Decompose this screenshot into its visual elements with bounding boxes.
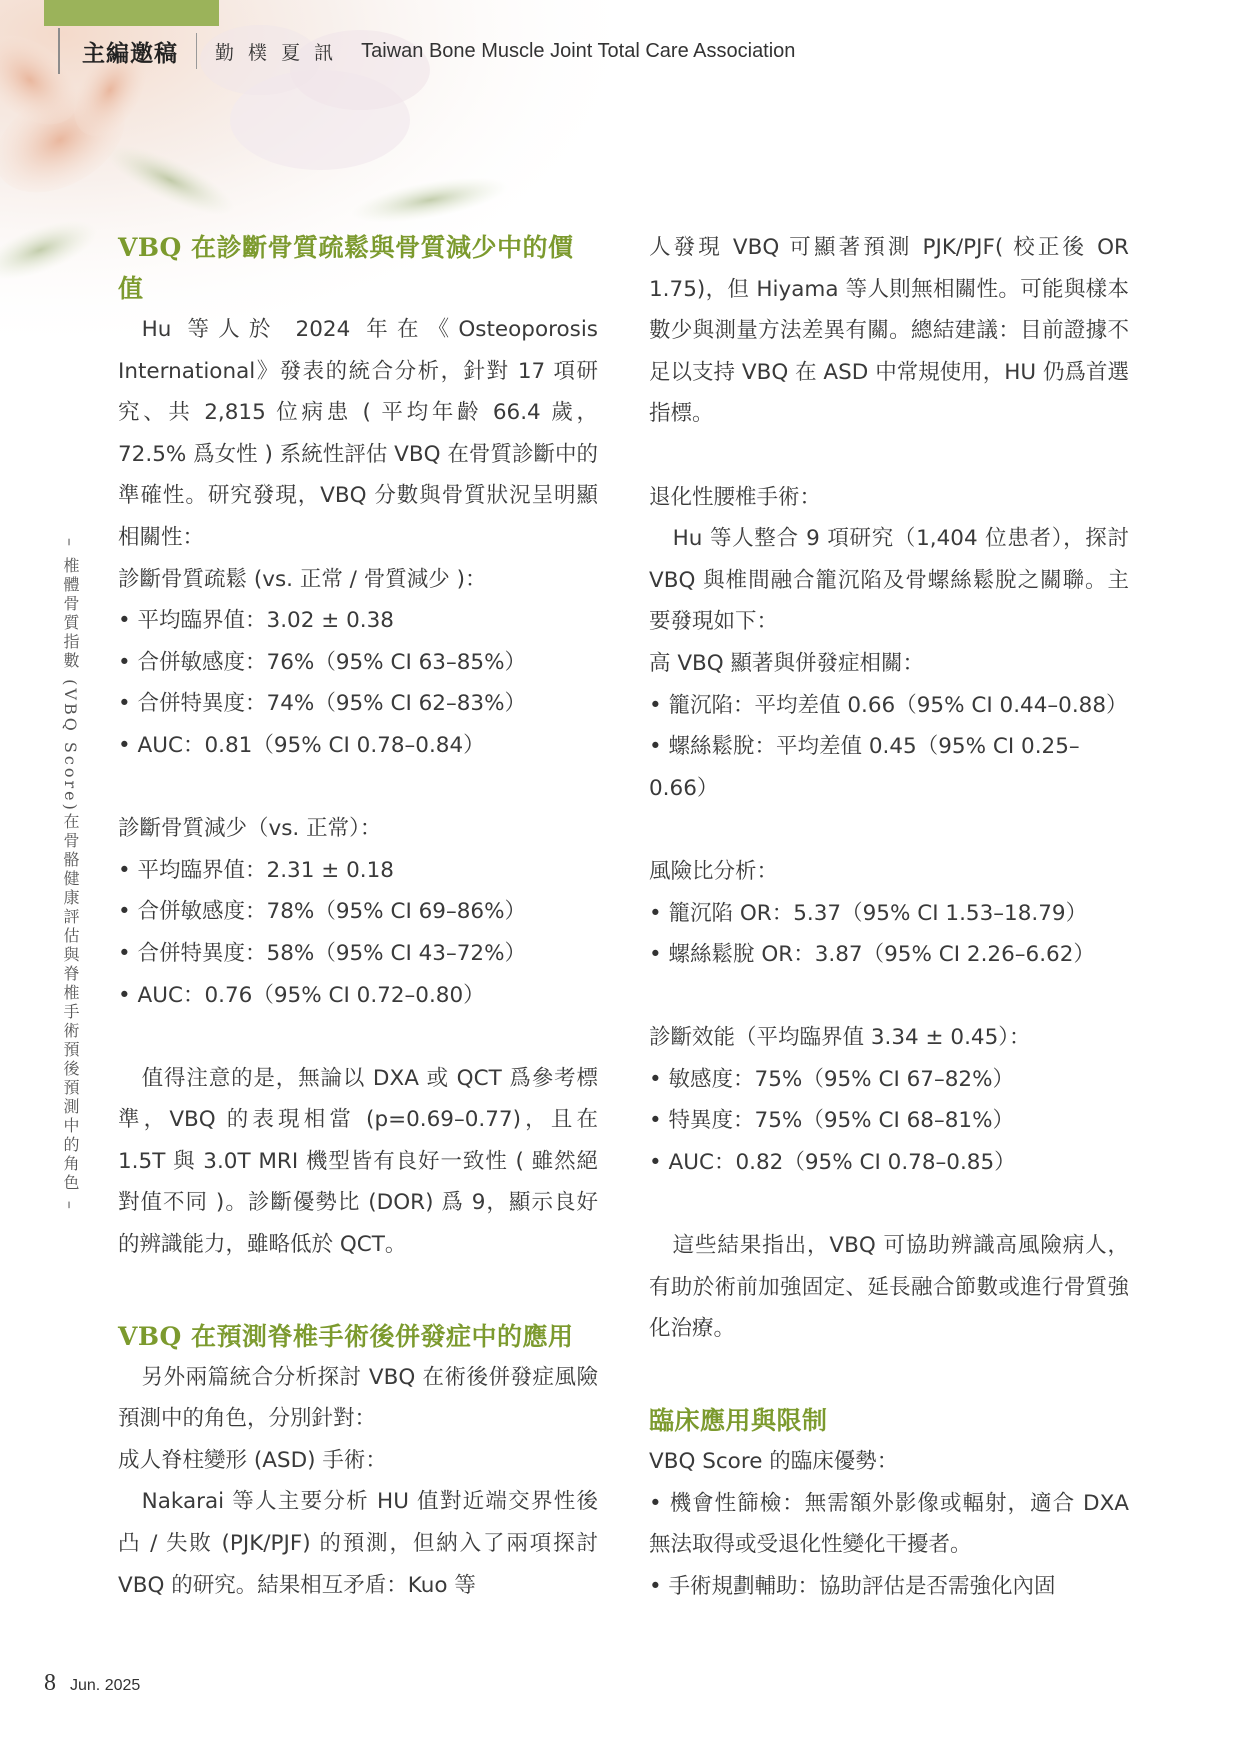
issue-date: Jun. 2025	[70, 1677, 141, 1694]
list-item: • AUC：0.76（95% CI 0.72–0.80）	[118, 975, 598, 1017]
page-header	[58, 28, 795, 74]
list-item: • 平均臨界值：3.02 ± 0.38	[118, 600, 598, 642]
list-item: • AUC：0.82（95% CI 0.78–0.85）	[649, 1142, 1129, 1184]
list-item: • 螺絲鬆脫 OR：3.87（95% CI 2.26–6.62）	[649, 934, 1129, 976]
page-number: 8	[44, 1670, 56, 1696]
list-item: • 平均臨界值：2.31 ± 0.18	[118, 850, 598, 892]
page-footer	[44, 1670, 140, 1697]
advantages-heading: VBQ Score 的臨床優勢：	[649, 1449, 899, 1475]
diagnostic-heading: 診斷效能（平均臨界值 3.34 ± 0.45）：	[649, 1025, 1031, 1051]
conclusion-paragraph: 這些結果指出，VBQ 可協助辨識高風險病人，有助於術前加強固定、延長融合節數或進行骨質強化治療。	[649, 1233, 1129, 1342]
list-item: • 合併特異度：58%（95% CI 43–72%）	[118, 933, 598, 975]
header-section-label: 主編邀稿	[82, 40, 178, 67]
note-paragraph: 值得注意的是，無論以 DXA 或 QCT 爲參考標準，VBQ 的表現相當 (p=0.69–0.77)，且在 1.5T 與 3.0T MRI 機型皆有良好一致性 ( 雖然絕對值不同 )。診斷優勢比 (DOR) 爲 9，顯示良好的辨識能力，雖略低於 QCT。	[118, 1065, 598, 1258]
header-magazine-name: 勤 樸 夏 訊	[215, 41, 338, 64]
section-title-diagnosis: VBQ 在診斷骨質疏鬆與骨質減少中的價值	[118, 233, 574, 303]
section-title-surgery: VBQ 在預測脊椎手術後併發症中的應用	[118, 1321, 574, 1351]
header-divider	[196, 33, 197, 69]
spacer	[649, 1184, 1129, 1226]
header-association-name: Taiwan Bone Muscle Joint Total Care Association	[361, 39, 796, 62]
osteoporosis-heading: 診斷骨質疏鬆 (vs. 正常 / 骨質減少 )：	[118, 566, 487, 592]
spacer	[649, 809, 1129, 851]
sidebar-article-title: – 椎體骨質指數 (VBQ Score)在骨骼健康評估與脊椎手術預後預測中的角色 –	[61, 538, 80, 1212]
left-column	[118, 227, 598, 1606]
list-item: • 特異度：75%（95% CI 68–81%）	[649, 1100, 1129, 1142]
high-vbq-heading: 高 VBQ 顯著與併發症相關：	[649, 650, 925, 676]
lumbar-paragraph: Hu 等人整合 9 項研究（1,404 位患者），探討 VBQ 與椎間融合籠沉陷及骨螺絲鬆脫之關聯。主要發現如下：	[649, 526, 1129, 635]
asd-paragraph: Nakarai 等人主要分析 HU 值對近端交界性後凸 / 失敗 (PJK/PJF) 的預測，但納入了兩項探討 VBQ 的研究。結果相互矛盾：Kuo 等	[118, 1489, 598, 1598]
list-item: • 合併敏感度：78%（95% CI 69–86%）	[118, 891, 598, 933]
spacer	[118, 1266, 598, 1316]
lumbar-heading: 退化性腰椎手術：	[649, 484, 822, 510]
list-item: • 手術規劃輔助：協助評估是否需強化內固	[649, 1566, 1129, 1608]
spacer	[649, 1350, 1129, 1400]
asd-heading: 成人脊柱變形 (ASD) 手術：	[118, 1447, 387, 1473]
list-item: • 合併敏感度：76%（95% CI 63–85%）	[118, 642, 598, 684]
spacer	[118, 767, 598, 809]
list-item: • 合併特異度：74%（95% CI 62–83%）	[118, 683, 598, 725]
spacer	[649, 976, 1129, 1018]
surgery-intro-paragraph: 另外兩篇統合分析探討 VBQ 在術後併發症風險預測中的角色，分別針對：	[118, 1364, 598, 1432]
header-accent-tab	[44, 0, 219, 26]
spacer	[118, 1016, 598, 1058]
spacer	[649, 435, 1129, 477]
intro-paragraph: Hu 等人於 2024 年在《Osteoporosis International》發表的統合分析，針對 17 項研究、共 2,815 位病患 ( 平均年齡 66.4 歲，72.5% 爲女性 ) 系統性評估 VBQ 在骨質診斷中的準確性。研究發現，VBQ 分數與骨質狀況呈明顯相關性：	[118, 317, 598, 550]
osteopenia-heading: 診斷骨質減少（vs. 正常）：	[118, 816, 382, 842]
right-column	[649, 227, 1129, 1607]
risk-heading: 風險比分析：	[649, 858, 779, 884]
section-title-clinical: 臨床應用與限制	[649, 1406, 828, 1436]
list-item: • 機會性篩檢：無需額外影像或輻射，適合 DXA 無法取得或受退化性變化干擾者。	[649, 1483, 1129, 1566]
list-item: • AUC：0.81（95% CI 0.78–0.84）	[118, 725, 598, 767]
asd-paragraph-continued: 人發現 VBQ 可顯著預測 PJK/PJF( 校正後 OR 1.75)，但 Hiyama 等人則無相關性。可能與樣本數少與測量方法差異有關。總結建議：目前證據不足以支持 VBQ 在 ASD 中常規使用，HU 仍爲首選指標。	[649, 235, 1129, 427]
list-item: • 螺絲鬆脫：平均差值 0.45（95% CI 0.25–0.66）	[649, 726, 1129, 809]
list-item: • 敏感度：75%（95% CI 67–82%）	[649, 1059, 1129, 1101]
list-item: • 籠沉陷：平均差值 0.66（95% CI 0.44–0.88）	[649, 685, 1129, 727]
list-item: • 籠沉陷 OR：5.37（95% CI 1.53–18.79）	[649, 893, 1129, 935]
